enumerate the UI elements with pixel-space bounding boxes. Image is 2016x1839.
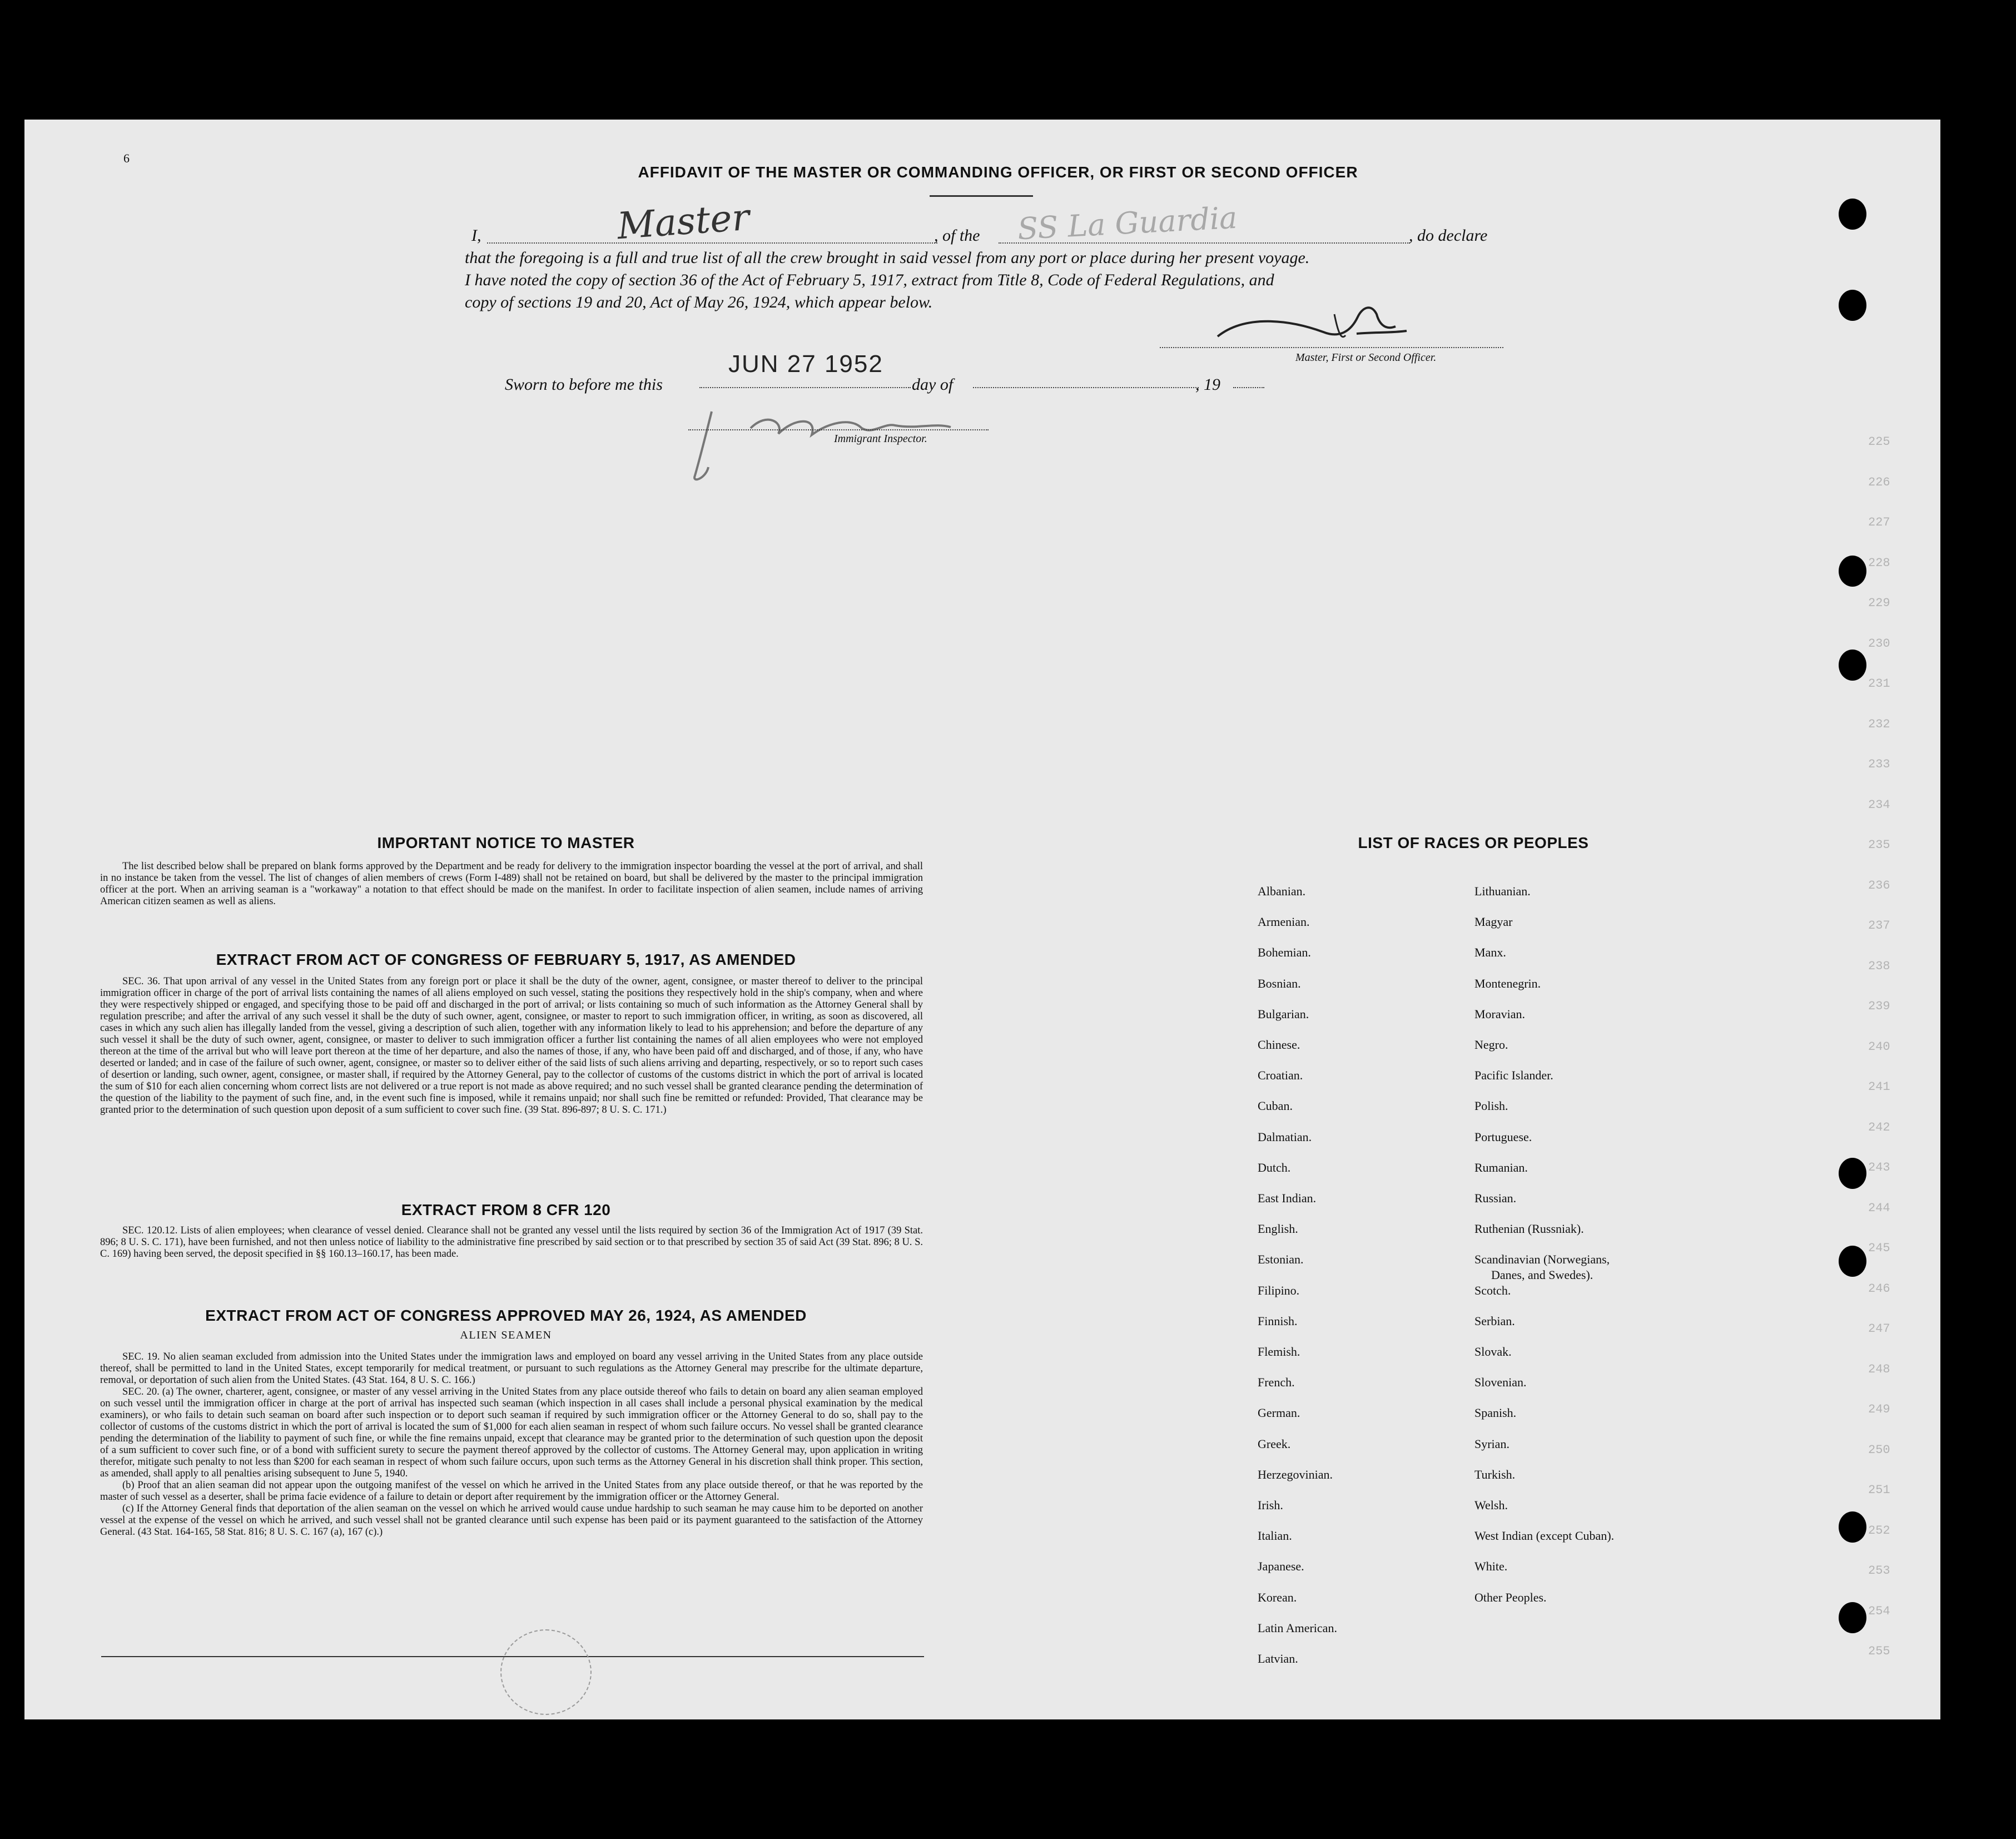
- punch-hole: [1839, 650, 1866, 681]
- officer-title-line: [487, 242, 937, 244]
- sworn-label: Sworn to before me this: [505, 375, 663, 394]
- race-item: Rumanian.: [1474, 1160, 1528, 1174]
- race-item: Danes, and Swedes).: [1491, 1268, 1593, 1282]
- punch-hole: [1839, 1158, 1866, 1189]
- sec-20b-paragraph: (b) Proof that an alien seaman did not appear upon the outgoing manifest of the vessel on which he arrived in the United States from any place outside thereof, or that he was reported by the master of such vessel as a deserter, shall be prima facie evidence of a failure to detain or deport after requirement by the immigration officer or the Attorney General.: [100, 1480, 923, 1503]
- bleed-through-number: 240: [1868, 1039, 1890, 1054]
- bleed-through-number: 233: [1868, 757, 1890, 771]
- race-item: Japanese.: [1258, 1559, 1304, 1574]
- do-declare-label: , do declare: [1409, 226, 1488, 245]
- notice-paragraph: The list described below shall be prepared on blank forms approved by the Department and be ready for delivery to the immigration inspector boarding the vessel at the port of arrival, and shall in no instance be taken from the vessel. The list of changes of alien members of crews (Form I-489) shall not be retained on board, but shall be delivered by the master to the principal immigration officer at the port. When an arriving seaman is a "workaway" a notation to that effect should be made on the manifest. In order to facilitate inspection of alien seamen, include names of arriving American citizen seamen as well as aliens.: [100, 861, 923, 907]
- race-item: German.: [1258, 1406, 1300, 1420]
- race-item: Polish.: [1474, 1099, 1508, 1113]
- race-item: Pacific Islander.: [1474, 1068, 1553, 1083]
- punch-hole: [1839, 290, 1866, 321]
- race-item: Armenian.: [1258, 915, 1310, 929]
- bleed-through-number: 232: [1868, 717, 1890, 731]
- sec-120-paragraph: SEC. 120.12. Lists of alien employees; when clearance of vessel denied. Clearance shall not be granted any vessel until the lists required by section 36 of the Immigration Act of 1917 (39 Stat. 896; 8 U. S. C. 171), have been furnished, and not then unless notice of liability to the administrative fine prescribed by said section or to that prescribed by section 35 of said Act (39 Stat. 896; 8 U. S. C. 169) having been served, the deposit specified in §§ 160.13–160.17, has been made.: [100, 1225, 923, 1260]
- inspector-caption: Immigrant Inspector.: [834, 433, 927, 445]
- alien-seamen-subtitle: ALIEN SEAMEN: [460, 1329, 552, 1341]
- bleed-through-number: 251: [1868, 1483, 1890, 1497]
- vessel-name-handwritten: SS La Guardia: [1016, 200, 1238, 247]
- race-item: English.: [1258, 1222, 1298, 1236]
- year-line: [1233, 387, 1264, 388]
- race-item: Flemish.: [1258, 1345, 1300, 1359]
- race-item: Bosnian.: [1258, 976, 1301, 990]
- title-rule: [930, 195, 1033, 197]
- bleed-through-number: 231: [1868, 677, 1890, 691]
- race-item: Spanish.: [1474, 1406, 1517, 1420]
- declaration-line-3: I have noted the copy of section 36 of the Act of February 5, 1917, extract from Title 8, Code of Federal Regulations, and: [465, 271, 1274, 289]
- race-item: Dutch.: [1258, 1160, 1291, 1174]
- bleed-through-number: 255: [1868, 1644, 1890, 1658]
- extract-1924-text: [100, 1351, 923, 1538]
- race-item: Scandinavian (Norwegians,: [1474, 1252, 1610, 1267]
- race-item: Other Peoples.: [1474, 1590, 1547, 1604]
- affidavit-title: AFFIDAVIT OF THE MASTER OR COMMANDING OFFICER, OR FIRST OR SECOND OFFICER: [638, 163, 1358, 181]
- race-item: Slovenian.: [1474, 1375, 1527, 1390]
- races-title: LIST OF RACES OR PEOPLES: [1358, 834, 1589, 851]
- race-item: Scotch.: [1474, 1283, 1511, 1297]
- race-item: Herzegovinian.: [1258, 1467, 1333, 1481]
- date-stamp: JUN 27 1952: [728, 350, 883, 378]
- bleed-through-number: 229: [1868, 596, 1890, 610]
- bleed-through-number: 237: [1868, 919, 1890, 933]
- race-item: Filipino.: [1258, 1283, 1300, 1297]
- race-item: Bulgarian.: [1258, 1007, 1309, 1021]
- declaration-i: I,: [471, 226, 481, 245]
- extract-cfr-title: EXTRACT FROM 8 CFR 120: [401, 1201, 611, 1218]
- race-item: Bohemian.: [1258, 945, 1311, 960]
- bleed-through-number: 226: [1868, 475, 1890, 489]
- race-item: Portuguese.: [1474, 1129, 1532, 1144]
- page-number: 6: [123, 151, 130, 165]
- extract-cfr-text: [100, 1225, 923, 1260]
- race-item: Serbian.: [1474, 1313, 1515, 1328]
- bleed-through-number: 245: [1868, 1241, 1890, 1255]
- race-item: East Indian.: [1258, 1191, 1317, 1205]
- bleed-through-number: 236: [1868, 878, 1890, 893]
- race-item: Magyar: [1474, 915, 1513, 929]
- sec-36-paragraph: SEC. 36. That upon arrival of any vessel in the United States from any foreign port or place it shall be the duty of the owner, agent, consignee, or master thereof to deliver to the principal immigration officer in charge of the port of arrival lists containing the names of all aliens employed on such vessel, stating the positions they respectively hold in the ship's company, when and where they were respectively shipped or engaged, and specifying those to be paid off and discharged in the port of arrival; or lists containing so much of such information as the Attorney General shall by regulation prescribe; and after the arrival of any such vessel it shall be the duty of such owner, agent, consignee, or master to report to such immigration officer, in writing, as soon as discovered, all cases in which any such alien has illegally landed from the vessel, giving a description of such alien, together with any information likely to lead to his apprehension; and before the departure of any such vessel it shall be the duty of such owner, agent, consignee, or master to deliver to such immigration officer a further list containing the names of all alien employees who were not employed thereon at the time of the arrival but who will leave port thereon at the time of her departure, and also the names of those, if any, who have been paid off and discharged, and of those, if any, who have deserted or landed; and in case of the failure of such owner, agent, consignee, or master so to deliver either of the said lists of such aliens arriving and departing, respectively, or so to report such cases of desertion or landing, such owner, agent, consignee, or master shall, if required by the Attorney General, pay to the collector of customs of the customs district in which the port of arrival is located the sum of $10 for each alien concerning whom correct lists are not delivered or a true report is not made as above required; and no such vessel shall be granted clearance pending the determination of the question of the liability to the payment of such fine, and, in the event such fine is imposed, while it remains unpaid; nor shall such fine be remitted or refunded: Provided, That clearance may be granted prior to the determination of such question upon deposit of a sum sufficient to cover such fine. (39 Stat. 896-897; 8 U. S. C. 171.): [100, 976, 923, 1116]
- officer-title-handwritten: Master: [615, 195, 751, 248]
- punch-hole: [1839, 1246, 1866, 1277]
- declaration-line-4: copy of sections 19 and 20, Act of May 26, 1924, which appear below.: [465, 293, 933, 311]
- bleed-through-number: 227: [1868, 515, 1890, 529]
- race-item: Latin American.: [1258, 1620, 1337, 1635]
- race-item: Albanian.: [1258, 884, 1306, 898]
- race-item: Finnish.: [1258, 1313, 1298, 1328]
- punch-hole: [1839, 1511, 1866, 1543]
- race-item: Slovak.: [1474, 1345, 1512, 1359]
- bleed-through-number: 247: [1868, 1322, 1890, 1336]
- race-item: Ruthenian (Russniak).: [1474, 1222, 1584, 1236]
- race-item: Irish.: [1258, 1498, 1283, 1512]
- bleed-through-number: 242: [1868, 1120, 1890, 1134]
- bleed-through-number: 234: [1868, 797, 1890, 812]
- bleed-through-number: 249: [1868, 1402, 1890, 1416]
- bleed-through-number: 248: [1868, 1362, 1890, 1376]
- race-item: Korean.: [1258, 1590, 1297, 1604]
- bleed-through-number: 228: [1868, 556, 1890, 570]
- race-item: Manx.: [1474, 945, 1506, 960]
- day-line: [699, 387, 911, 388]
- bleed-through-number: 254: [1868, 1604, 1890, 1618]
- faded-stamp: [500, 1629, 592, 1715]
- notice-title: IMPORTANT NOTICE TO MASTER: [377, 834, 635, 851]
- race-item: White.: [1474, 1559, 1508, 1574]
- race-item: Dalmatian.: [1258, 1129, 1312, 1144]
- extract-1917-text: [100, 976, 923, 1116]
- bleed-through-number: 252: [1868, 1523, 1890, 1538]
- race-item: French.: [1258, 1375, 1295, 1390]
- race-item: Greek.: [1258, 1436, 1291, 1451]
- bleed-through-number: 241: [1868, 1080, 1890, 1094]
- punch-hole: [1839, 199, 1866, 230]
- sec-19-paragraph: SEC. 19. No alien seaman excluded from admission into the United States under the immigration laws and employed on board any vessel arriving in the United States from any place outside thereof, shall be permitted to land in the United States, except temporarily for medical treatment, or pursuant to such regulations as the Attorney General may prescribe for the ultimate departure, removal, or deportation of such alien from the United States. (43 Stat. 164, 8 U. S. C. 166.): [100, 1351, 923, 1386]
- bleed-through-number: 253: [1868, 1564, 1890, 1578]
- month-line: [973, 387, 1199, 388]
- sec-20a-paragraph: SEC. 20. (a) The owner, charterer, agent, consignee, or master of any vessel arriving in the United States from any place outside thereof who fails to detain on board any alien seaman employed on such vessel until the immigration officer in charge at the port of arrival has inspected such seaman (which inspection in all cases shall include a personal physical examination by the medical examiners), or who fails to detain such seaman on board after such inspection or to deport such seaman if required by such immigration officer or the Attorney General to do so, shall pay to the collector of customs of the customs district in which the port of arrival is located the sum of $1,000 for each alien seaman in respect of whom such failure occurs. No vessel shall be granted clearance pending the determination of the liability to payment of such fine, or while the fine remains unpaid, except that clearance may be granted prior to the determination of such question upon the deposit of a sum sufficient to cover such fine, or of a bond with sufficient surety to secure the payment thereof approved by the collector of customs. The Attorney General may, upon application in writing therefor, mitigate such penalty to not less than $200 for each seaman in respect of whom such failure occurs, upon such terms as the Attorney General in his discretion shall think proper. This section, as amended, shall apply to all penalties arising subsequent to June 5, 1940.: [100, 1386, 923, 1479]
- bleed-through-number: 235: [1868, 838, 1890, 852]
- inspector-signature-line: [688, 429, 989, 430]
- race-item: Cuban.: [1258, 1099, 1293, 1113]
- bleed-through-number: 244: [1868, 1201, 1890, 1215]
- race-item: Negro.: [1474, 1038, 1508, 1052]
- bleed-through-number: 239: [1868, 999, 1890, 1013]
- race-item: Turkish.: [1474, 1467, 1516, 1481]
- notice-text: [100, 861, 923, 908]
- bleed-through-number: 246: [1868, 1281, 1890, 1296]
- extract-1924-title: EXTRACT FROM ACT OF CONGRESS APPROVED MAY 26, 1924, AS AMENDED: [205, 1307, 807, 1324]
- race-item: Syrian.: [1474, 1436, 1509, 1451]
- race-item: Italian.: [1258, 1529, 1292, 1543]
- bleed-through-number: 243: [1868, 1161, 1890, 1174]
- master-signature: [1212, 292, 1412, 353]
- bleed-through-number: 230: [1868, 636, 1890, 651]
- bleed-through-number: 225: [1868, 435, 1890, 449]
- year-label: , 19: [1195, 375, 1220, 394]
- race-item: Estonian.: [1258, 1252, 1304, 1267]
- sec-20c-paragraph: (c) If the Attorney General finds that deportation of the alien seaman on the vessel on which he arrived would cause undue hardship to such seaman he may cause him to be deported on another vessel at the expense of the vessel on which he arrived, and such vessel shall not be granted clearance until such expense has been paid or its payment guaranteed to the satisfaction of the Attorney General. (43 Stat. 164-165, 58 Stat. 816; 8 U. S. C. 167 (a), 167 (c).): [100, 1503, 923, 1538]
- race-item: Welsh.: [1474, 1498, 1508, 1512]
- of-the-label: , of the: [934, 226, 980, 245]
- punch-hole: [1839, 1602, 1866, 1633]
- race-item: West Indian (except Cuban).: [1474, 1529, 1615, 1543]
- bleed-through-number: 238: [1868, 959, 1890, 973]
- race-item: Chinese.: [1258, 1038, 1300, 1052]
- race-item: Croatian.: [1258, 1068, 1303, 1083]
- race-item: Moravian.: [1474, 1007, 1526, 1021]
- bleed-through-number: 250: [1868, 1443, 1890, 1457]
- race-item: Montenegrin.: [1474, 976, 1541, 990]
- extract-1917-title: EXTRACT FROM ACT OF CONGRESS OF FEBRUARY 5, 1917, AS AMENDED: [216, 951, 796, 968]
- race-item: Russian.: [1474, 1191, 1517, 1205]
- race-item: Lithuanian.: [1474, 884, 1531, 898]
- master-signature-line: [1160, 347, 1503, 348]
- master-caption: Master, First or Second Officer.: [1295, 351, 1437, 364]
- race-item: Latvian.: [1258, 1652, 1298, 1665]
- punch-hole: [1839, 556, 1866, 587]
- day-of-label: day of: [912, 375, 954, 394]
- declaration-line-2: that the foregoing is a full and true list of all the crew brought in said vessel from any port or place during her present voyage.: [465, 249, 1310, 267]
